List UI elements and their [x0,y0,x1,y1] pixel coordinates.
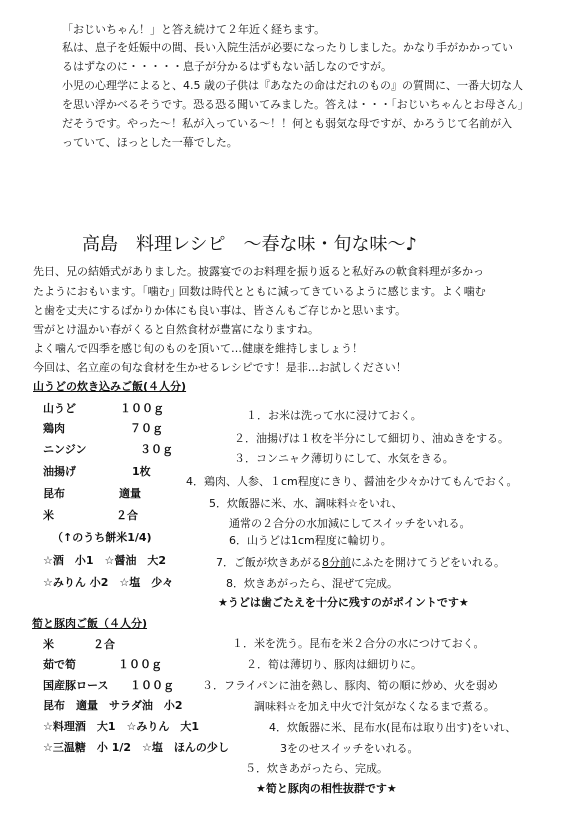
seasoning-line: ☆酒 小1 ☆醤油 大2 [43,554,167,567]
recipe2-step: 調味料☆を加え中火で汁気がなくなるまで煮る。 [254,700,495,713]
recipe1-step: 4．鶏肉、人参、１cm程度にきり、醤油を少々かけてもんでおく。 [186,475,518,488]
recipe2-step: 3をのせスイッチをいれる。 [280,742,419,755]
ingredient-qty: ３０ｇ [140,443,173,456]
recipe-title: 高島 料理レシピ ～春な味・旬な味～♪ [82,234,418,255]
recipe1-heading: 山うどの炊き込みご飯(４人分) [33,380,187,393]
recipe2-heading: 筍と豚肉ご飯（４人分) [32,617,148,630]
ingredient-qty: ２合 [93,638,115,651]
recipe-intro-line: 先日、兄の結婚式がありました。披露宴でのお料理を振り返ると私好みの軟食料理が多かっ [33,265,484,278]
recipe1-note: ★うどは歯ごたえを十分に残すのがポイントです★ [218,596,469,609]
ingredient-qty: １００ｇ [130,679,174,692]
step7-text: にふたを開けてうどをいれる。 [351,556,505,569]
ingredient-name: 国産豚ロース [43,679,109,692]
recipe1-step7 [216,556,505,569]
intro-line: っていて、ほっとした一幕でした。 [62,136,238,149]
recipe2-step: 4．炊飯器に米、昆布水(昆布は取り出す)をいれ、 [269,721,517,734]
ingredient-name: 山うど [43,402,76,415]
seasoning-line: ☆三温糖 小 1/2 ☆塩 ほんの少し [43,741,229,754]
recipe2-step: ３．フライパンに油を熱し、豚肉、筍の順に炒め、火を弱め [202,679,499,692]
recipe-intro-line: と歯を丈夫にするばかりか体にも良い事は、皆さんもご存じかと思います。 [33,304,407,317]
intro-line: るはずなのに・・・・・息子が分かるはずもない話しなのですが。 [62,60,392,73]
recipe1-step: ３．コンニャク薄切りにして、水気をきる。 [234,452,454,465]
intro-line: 小児の心理学によると、4.5 歳の子供は『あなたの命はだれのもの』の質問に、一番大切な人 [62,79,523,92]
ingredient-qty: 適量 [119,487,141,500]
recipe1-step: 5．炊飯器に米、水、調味料☆をいれ、 [209,497,403,510]
recipe-intro-line: 今回は、名立産の旬な食材を生かせるレシピです！是非…お試しください！ [33,361,407,374]
intro-line: だそうです。やった～！私が入っている～！！何とも弱気な母ですが、かろうじて名前が入 [62,117,513,130]
intro-line: を思い浮かべるそうです。恐る恐る聞いてみました。答えは・・・「おじいちゃんとお母さん」 [62,98,529,111]
intro-line: 私は、息子を妊娠中の間、長い入院生活が必要になったりしました。かなり手がかかってい [62,41,513,54]
recipe1-step: ２．油揚げは１枚を半分にして細切り、油ぬきをする。 [234,432,509,445]
ingredient-qty: １００ｇ [120,402,164,415]
intro-line: 「おじいちゃん！」と答え続けて２年近く経ちます。 [62,23,326,36]
ingredient-name: 鶏肉 [43,422,65,435]
ingredient-qty: ２合 [116,509,138,522]
ingredient-name: ニンジン [43,443,87,456]
ingredient-name: 米 [43,638,54,651]
step7-emphasis: 8分前 [322,556,351,569]
recipe-intro-line: たようにおもいます。｢噛む｣ 回数は時代とともに減ってきているように感じます。よく噛む [33,285,486,298]
recipe2-step: １．米を洗う。昆布を米２合分の水につけておく。 [232,637,485,650]
recipe2-step: ２．筍は薄切り、豚肉は細切りに。 [246,658,422,671]
seasoning-line: ☆みりん 小2 ☆塩 少々 [43,576,174,589]
recipe1-step: 6．山うどは1cm程度に輪切り。 [229,534,392,547]
ingredient-name: 昆布 [43,487,65,500]
ingredient-qty: ７０ｇ [130,422,163,435]
recipe2-step: ５．炊きあがったら、完成。 [245,762,388,775]
recipe1-step: 8．炊きあがったら、混ぜて完成。 [226,577,398,590]
recipe-intro-line: 雪がとけ温かい春がくると自然食材が豊富になりますね。 [33,323,319,336]
ingredient-qty: 1枚 [132,465,151,478]
ingredient-note: （↑のうち餅米1/4) [52,531,152,544]
recipe2-note: ★筍と豚肉の相性抜群です★ [256,782,397,795]
ingredient-name: 油揚げ [43,465,76,478]
ingredient-name: 茹で筍 [43,658,76,671]
recipe1-step: １．お米は洗って水に浸けておく。 [246,409,422,422]
ingredient-line: 昆布 適量 サラダ油 小2 [43,699,183,712]
ingredient-qty: １００ｇ [118,658,162,671]
recipe1-step: 通常の２合分の水加減にしてスイッチをいれる。 [229,517,471,530]
step7-text: 7．ご飯が炊きあがる [216,556,322,569]
recipe-intro-line: よく噛んで四季を感じ旬のものを頂いて…健康を維持しましょう！ [33,342,363,355]
seasoning-line: ☆料理酒 大1 ☆みりん 大1 [43,720,200,733]
ingredient-name: 米 [43,509,54,522]
